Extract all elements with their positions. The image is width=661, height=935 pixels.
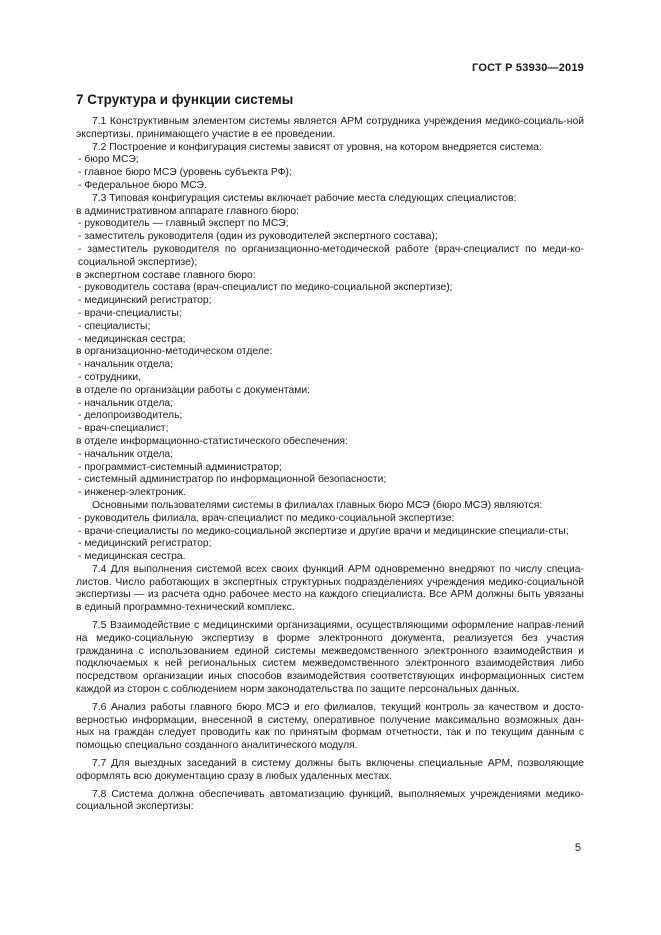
paragraph-7-8: 7.8 Система должна обеспечивать автоматизацию функций, выполняемых учреждениями медико-социальной экспертизы:: [76, 788, 584, 813]
list-item: - медицинский регистратор;: [78, 538, 212, 550]
paragraph-branch-users: Основными пользователями системы в филиалах главных бюро МСЭ (бюро МСЭ) являются:: [92, 499, 543, 511]
list-item: - медицинский регистратор;: [78, 295, 212, 307]
list-item: - руководитель — главный эксперт по МСЭ;: [78, 218, 289, 230]
list-item: - начальник отдела;: [78, 448, 174, 460]
list-item: - заместитель руководителя по организационно-методической работе (врач-специалист по меди-ко-социальной экспертизе);: [78, 243, 584, 268]
subgroup-heading: в организационно-методическом отделе:: [76, 346, 273, 358]
subgroup-heading: в отделе информационно-статистического обеспечения:: [76, 435, 348, 447]
paragraph-7-7: 7.7 Для выездных заседаний в систему должны быть включены специальные АРМ, позволяющие оформлять всю документацию сразу в любых удаленных местах.: [76, 758, 584, 782]
list-item: - делопроизводитель;: [78, 410, 183, 422]
section-title: 7 Структура и функции системы: [76, 92, 294, 107]
list-item: - сотрудники,: [78, 371, 142, 383]
list-item: - инженер-электроник.: [78, 487, 186, 499]
list-item: - медицинская сестра.: [78, 551, 186, 563]
list-item: - начальник отдела;: [78, 359, 174, 371]
list-item: - главное бюро МСЭ (уровень субъекта РФ);: [78, 167, 292, 179]
list-item: - руководитель состава (врач-специалист по медико-социальной экспертизе);: [78, 282, 453, 294]
subgroup-heading: в экспертном составе главного бюро:: [76, 269, 256, 281]
paragraph-7-1: 7.1 Конструктивным элементом системы является АРМ сотрудника учреждения медико-социаль-ной экспертизы, принимающего участие в ее проведении.: [76, 116, 584, 140]
paragraph-7-2: 7.2 Построение и конфигурация системы зависят от уровня, на котором внедряется система:: [92, 141, 542, 153]
list-item: - специалисты;: [78, 320, 151, 332]
section-body: [76, 116, 584, 814]
list-item: - заместитель руководителя (один из руководителей экспертного состава);: [78, 231, 438, 243]
subgroup-heading: в административном аппарате главного бюро:: [76, 205, 299, 217]
list-item: - системный администратор по информационной безопасности;: [78, 474, 387, 486]
list-item: - медицинская сестра;: [78, 333, 186, 345]
subgroup-heading: в отделе по организации работы с документами:: [76, 384, 311, 396]
list-item: - программист-системный администратор;: [78, 461, 282, 473]
list-item: - врачи-специалисты;: [78, 307, 182, 319]
list-item: - врач-специалист;: [78, 423, 169, 435]
list-item: - Федеральное бюро МСЭ.: [78, 179, 207, 191]
list-item: - руководитель филиала, врач-специалист по медико-социальной экспертизе:: [78, 512, 455, 524]
document-standard-code: ГОСТ Р 53930—2019: [472, 62, 584, 74]
list-item: - начальник отдела;: [78, 397, 174, 409]
list-item: - бюро МСЭ;: [78, 154, 139, 166]
paragraph-7-5: 7.5 Взаимодействие с медицинскими организациями, осуществляющими оформление направ-лений на медико-социальную экспертизу в форме электронного документа, реализуется без участия гражданина с использованием единой системы межведомственного электронного взаимодействия и подключаемых к ней региональных систем межведомственного электронного взаимодействия либо посредством организации иных способов взаимодействия соответствующих информационных систем каждой из сторон с соблюдением норм законодательства по защите персональных данных.: [76, 620, 584, 696]
paragraph-7-3: 7.3 Типовая конфигурация системы включает рабочие места следующих специалистов:: [92, 192, 517, 204]
paragraph-7-6: 7.6 Анализ работы главного бюро МСЭ и его филиалов, текущий контроль за качеством и досто-верностью информации, внесенной в систему, оперативное получение максимально возможных дан-ных на граждан следует проводить как по принятым формам отчетности, так и по текущим данным с помощью специально созданного аналитического модуля.: [76, 701, 584, 752]
list-item: - врачи-специалисты по медико-социальной экспертизе и другие врачи и медицинские специали-сты;: [78, 525, 569, 537]
paragraph-7-4: 7.4 Для выполнения системой всех своих функций АРМ одновременно внедряют по числу специа-листов. Число работающих в экспертных структурных подразделениях учреждения медико-социальной экспертизы — из расчета одно рабочее место на каждого специалиста. Все АРМ должны быть увязаны в единый программно-технический комплекс.: [76, 563, 584, 614]
page-number: 5: [574, 842, 581, 854]
